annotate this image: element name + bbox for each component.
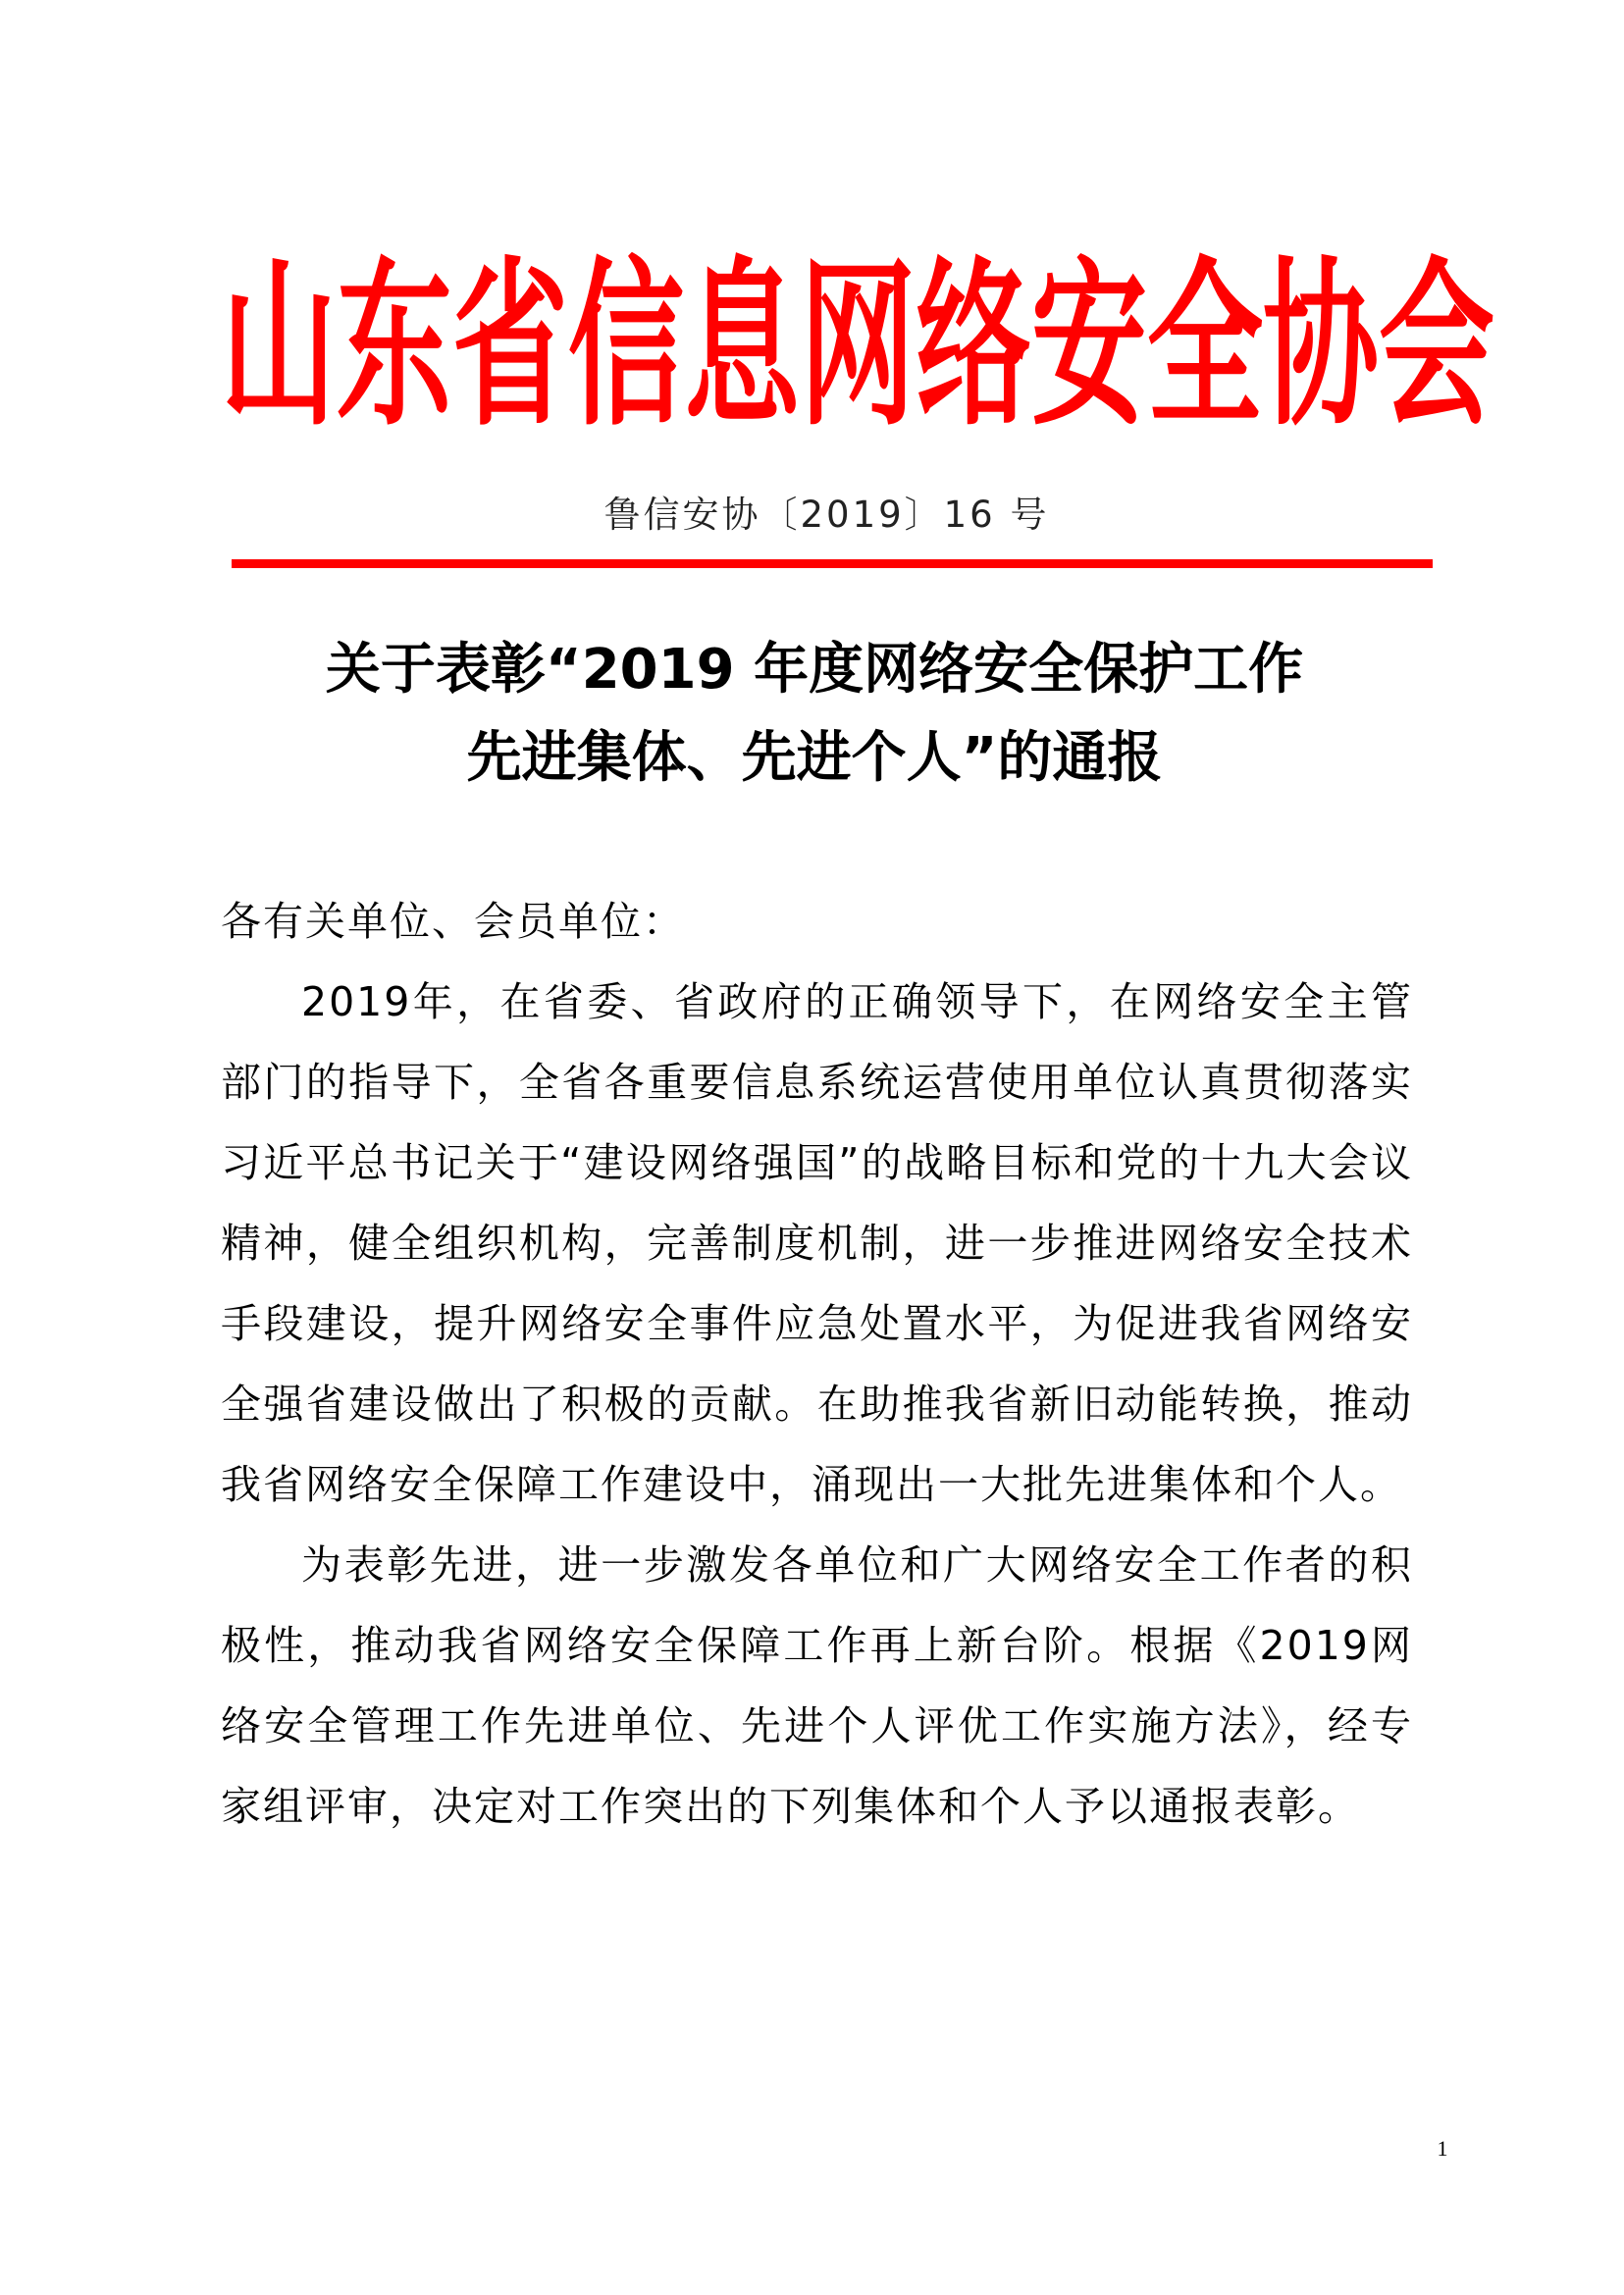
red-divider-line <box>232 559 1433 568</box>
notice-title <box>196 626 1433 803</box>
salutation: 各有关单位、会员单位： <box>221 898 685 945</box>
document-number: 鲁信安协〔2019〕16 号 <box>603 494 1050 536</box>
page-number: 1 <box>1437 2136 1448 2161</box>
body-paragraph-1: 2019年，在省委、省政府的正确领导下，在网络安全主管部门的指导下，全省各重要信息系统运营使用单位认真贯彻落实习近平总书记关于“建设网络强国”的战略目标和党的十九大会议精神，健全组织机构，完善制度机制，进一步推进网络安全技术手段建设，提升网络安全事件应急处置水平，为促进我省网络安全强省建设做出了积极的贡献。在助推我省新旧动能转换，推动我省网络安全保障工作建设中，涌现出一大批先进集体和个人。 <box>221 978 1413 1508</box>
issuer-header-title: 山东省信息网络安全协会 <box>221 239 1495 450</box>
notice-title-line-1: 关于表彰“2019 年度网络安全保护工作 <box>325 638 1304 702</box>
notice-title-line-2: 先进集体、先进个人”的通报 <box>466 726 1163 790</box>
notice-body <box>221 881 1413 1847</box>
body-paragraph-2: 为表彰先进，进一步激发各单位和广大网络安全工作者的积极性，推动我省网络安全保障工作再上新台阶。根据《2019网络安全管理工作先进单位、先进个人评优工作实施方法》，经专家组评审，决定对工作突出的下列集体和个人予以通报表彰。 <box>221 1541 1413 1830</box>
